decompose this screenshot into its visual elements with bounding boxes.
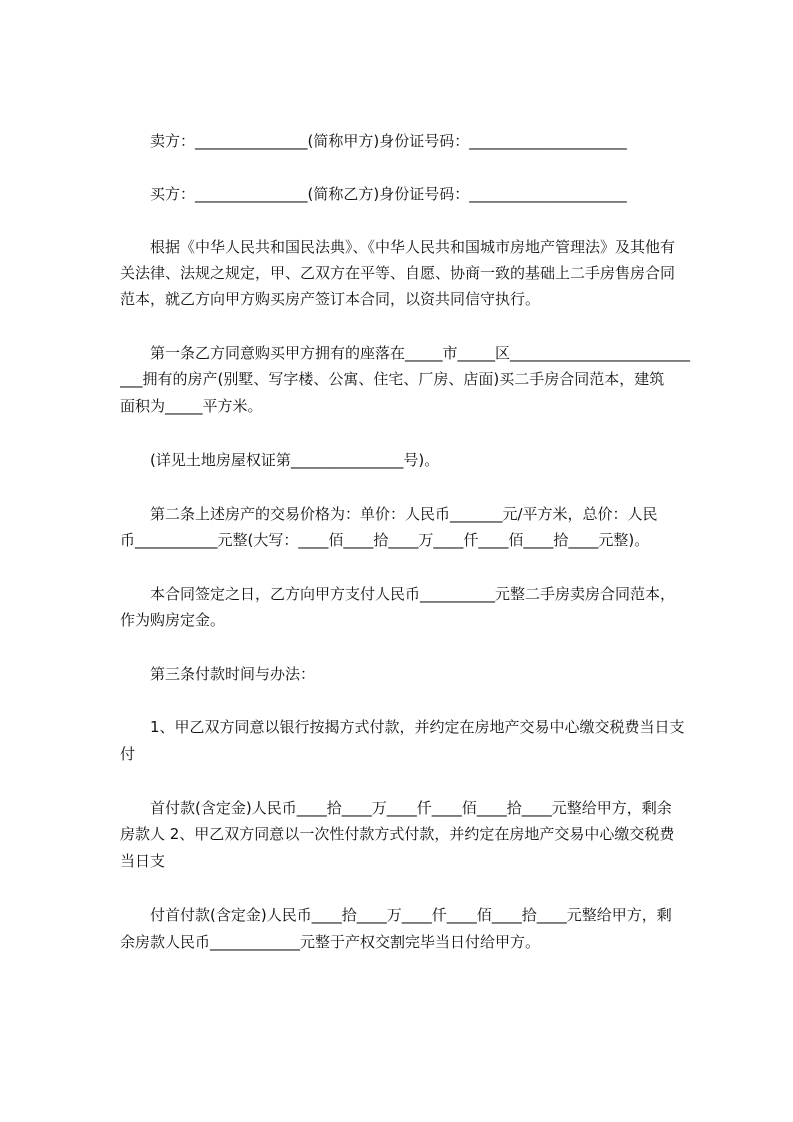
deposit-line-1: 本合同签定之日，乙方向甲方支付人民币__________元整二手房卖房合同范本， bbox=[120, 585, 676, 603]
seller-line: 卖方：_______________(简称甲方)身份证号码：_____________________ bbox=[120, 132, 627, 150]
certificate-line: (详见土地房屋权证第_______________号)。 bbox=[120, 451, 440, 469]
article-2-line-1: 第二条上述房产的交易价格为：单价：人民币_______元/平方米，总价：人民 bbox=[120, 505, 658, 523]
preamble-line-2: 关法律、法规之规定，甲、乙双方在平等、自愿、协商一致的基础上二手房售房合同 bbox=[120, 264, 676, 282]
down-payment-line-1: 首付款(含定金)人民币____拾____万____仟____佰____拾____元整给甲方，剩余 bbox=[120, 799, 672, 817]
payment-1-line-2: 付 bbox=[120, 745, 136, 763]
preamble-line-3: 范本，就乙方向甲方购买房产签订本合同，以资共同信守执行。 bbox=[120, 290, 541, 308]
buyer-line: 买方：_______________(简称乙方)身份证号码：_____________________ bbox=[120, 185, 627, 203]
payment-2-line-1: 付首付款(含定金)人民币____拾____万____仟____佰____拾____元整给甲方，剩 bbox=[120, 906, 672, 924]
payment-1-line-1: 1、甲乙双方同意以银行按揭方式付款，并约定在房地产交易中心缴交税费当日支 bbox=[120, 718, 685, 736]
down-payment-line-3: 当日支 bbox=[120, 852, 166, 870]
payment-2-line-2: 余房款人民币____________元整于产权交割完毕当日付给甲方。 bbox=[120, 933, 541, 951]
article-1-line-2: ___拥有的房产(别墅、写字楼、公寓、住宅、厂房、店面)买二手房合同范本，建筑 bbox=[120, 370, 665, 388]
article-2-line-2: 币___________元整(大写：____佰____拾____万____仟____佰____拾____元整)。 bbox=[120, 531, 650, 549]
deposit-line-2: 作为购房定金。 bbox=[120, 611, 226, 629]
article-3-heading: 第三条付款时间与办法： bbox=[120, 665, 316, 683]
preamble-line-1: 根据《中华人民共和国民法典》、《中华人民共和国城市房地产管理法》及其他有 bbox=[120, 238, 676, 256]
down-payment-line-2: 房款人 2、甲乙双方同意以一次性付款方式付款，并约定在房地产交易中心缴交税费 bbox=[120, 825, 675, 843]
article-1-line-3: 面积为_____平方米。 bbox=[120, 397, 263, 415]
article-1-line-1: 第一条乙方同意购买甲方拥有的座落在_____市_____区________________________ bbox=[120, 344, 691, 362]
